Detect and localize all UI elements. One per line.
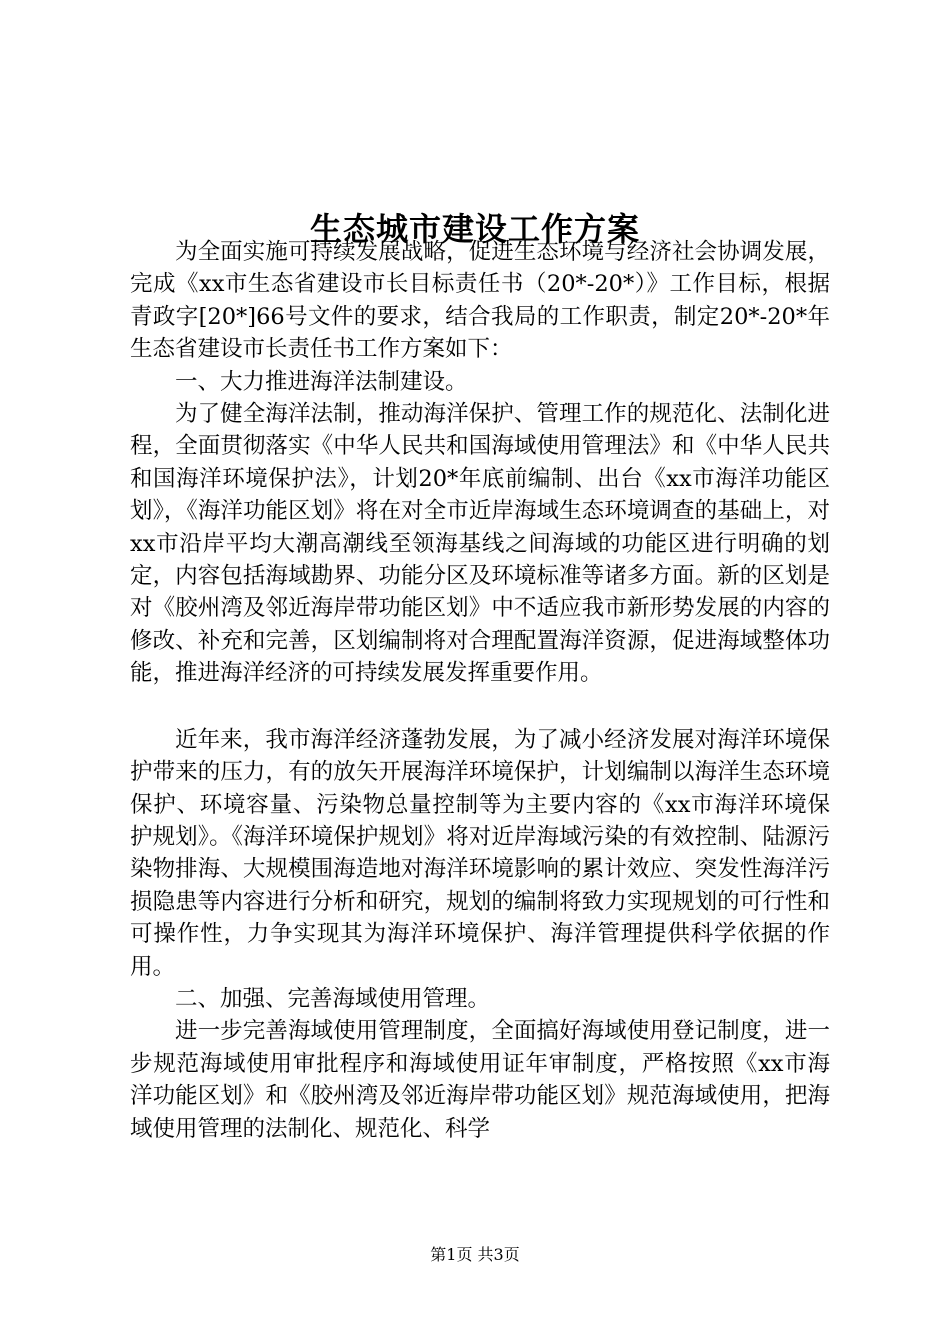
page-footer: 第1页 共3页 <box>430 1245 520 1264</box>
section-heading-1: 一、大力推进海洋法制建设。 <box>175 368 468 395</box>
section-1-paragraph-1: 为了健全海洋法制，推动海洋保护、管理工作的规范化、法制化进程，全面贯彻落实《中华人民共和国海域使用管理法》和《中华人民共和国海洋环境保护法》，计划20*年底前编制、出台《xx市海洋功能区划》，《海洋功能区划》将在对全市近岸海域生态环境调查的基础上，对xx市沿岸平均大潮高潮线至领海基线之间海域的功能区进行明确的划定，内容包括海域勘界、功能分区及环境标准等诸多方面。新的区划是对《胶州湾及邻近海岸带功能区划》中不适应我市新形势发展的内容的修改、补充和完善，区划编制将对合理配置海洋资源，促进海域整体功能，推进海洋经济的可持续发展发挥重要作用。 <box>130 401 830 687</box>
intro-paragraph: 为全面实施可持续发展战略，促进生态环境与经济社会协调发展，完成《xx市生态省建设市长目标责任书（20*-20*）》工作目标，根据青政字[20*]66号文件的要求，结合我局的工作职责，制定20*-20*年生态省建设市长责任书工作方案如下： <box>130 239 830 363</box>
document-body <box>130 236 830 1145</box>
document-title: 生态城市建设工作方案 <box>309 210 640 249</box>
paragraph-spacer <box>130 690 830 724</box>
section-1-paragraph-2: 近年来，我市海洋经济蓬勃发展，为了减小经济发展对海洋环境保护带来的压力，有的放矢开展海洋环境保护，计划编制以海洋生态环境保护、环境容量、污染物总量控制等为主要内容的《xx市海洋环境保护规划》。《海洋环境保护规划》将对近岸海域污染的有效控制、陆源污染物排海、大规模围海造地对海洋环境影响的累计效应、突发性海洋污损隐患等内容进行分析和研究，规划的编制将致力实现规划的可行性和可操作性，力争实现其为海洋环境保护、海洋管理提供科学依据的作用。 <box>130 726 830 980</box>
section-2-paragraph-1: 进一步完善海域使用管理制度，全面搞好海域使用登记制度，进一步规范海域使用审批程序和海域使用证年审制度，严格按照《xx市海洋功能区划》和《胶州湾及邻近海岸带功能区划》规范海域使用，把海域使用管理的法制化、规范化、科学 <box>130 1018 830 1142</box>
section-heading-2: 二、加强、完善海域使用管理。 <box>175 985 491 1012</box>
